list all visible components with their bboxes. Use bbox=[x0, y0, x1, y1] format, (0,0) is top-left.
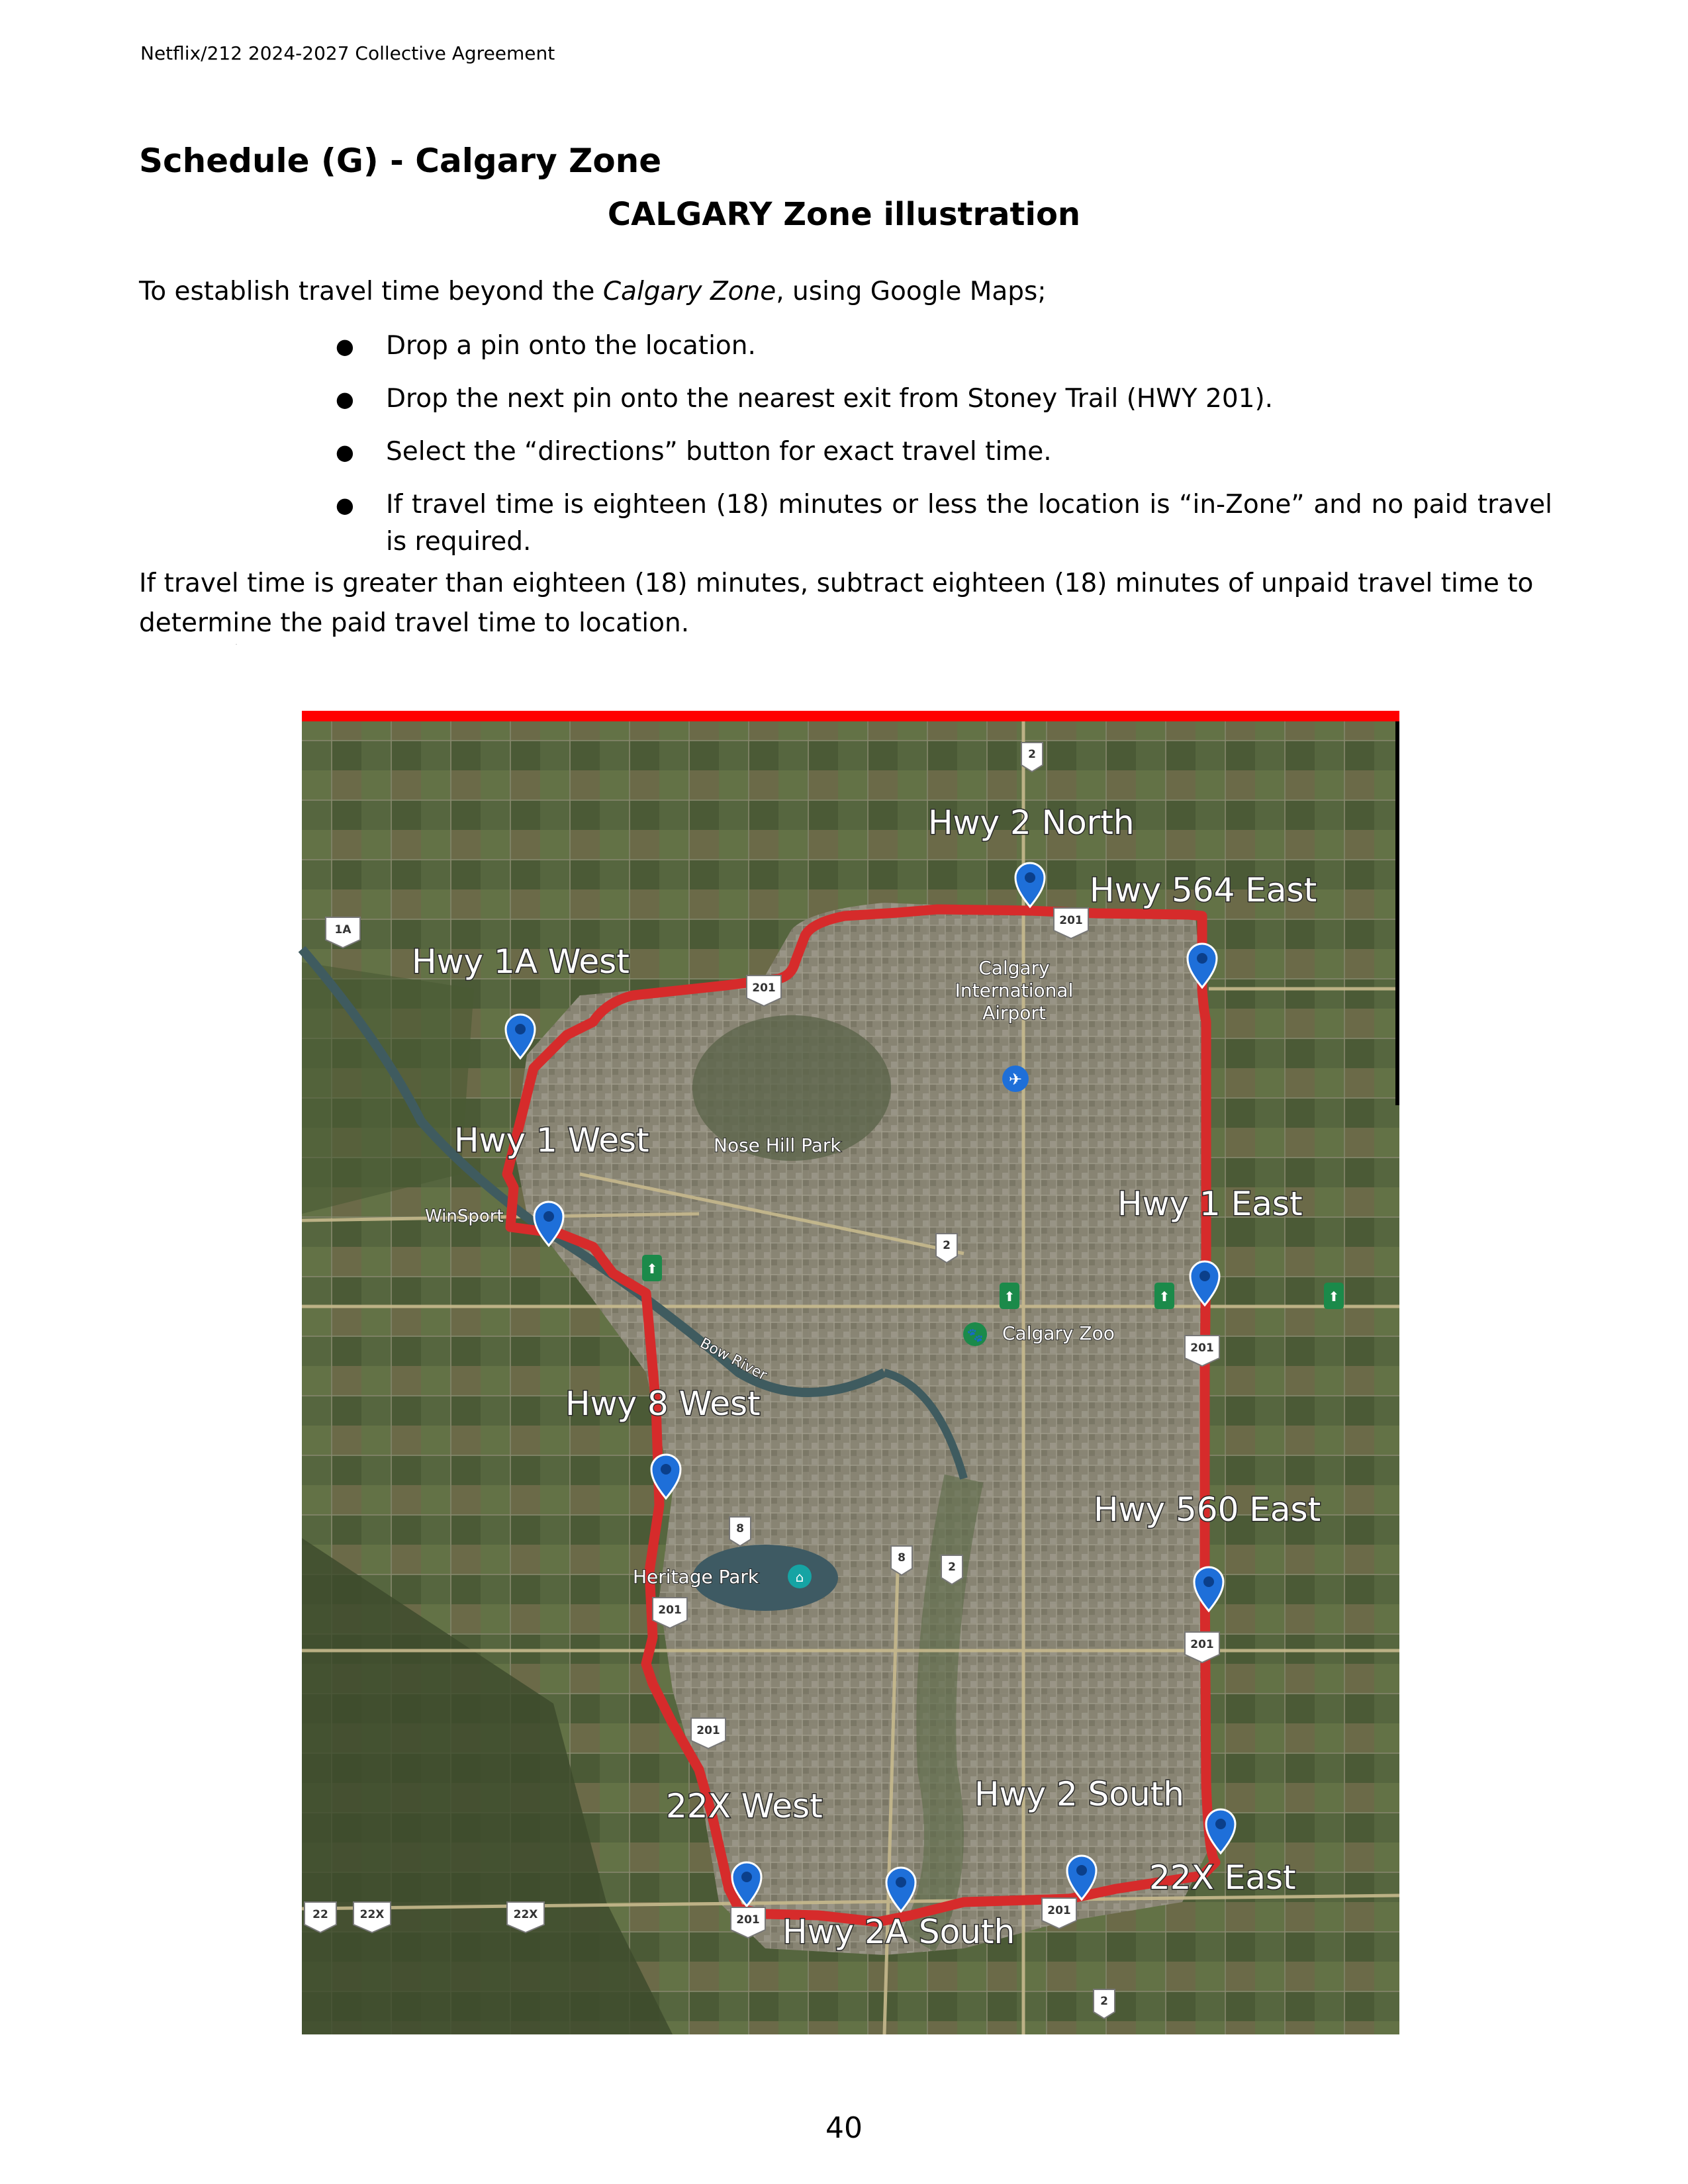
instruction-item bbox=[328, 486, 1552, 561]
instruction-item bbox=[328, 381, 1552, 418]
running-header: Netflix/212 2024-2027 Collective Agreement bbox=[140, 42, 555, 64]
hwy564-east-label: Hwy 564 East bbox=[1090, 871, 1317, 909]
calgary-zone-map bbox=[236, 645, 1399, 2034]
svg-text:⬆: ⬆ bbox=[646, 1261, 658, 1277]
museum-icon bbox=[788, 1565, 812, 1588]
svg-text:201: 201 bbox=[736, 1913, 760, 1927]
airport-label-line3: Airport bbox=[982, 1002, 1046, 1024]
map-edge-line bbox=[1395, 721, 1399, 1105]
instruction-text: Drop a pin onto the location. bbox=[386, 331, 756, 361]
instruction-text: Drop the next pin onto the nearest exit from Stoney Trail (HWY 201). bbox=[386, 384, 1274, 414]
park-icon bbox=[1154, 1283, 1174, 1309]
hwy560-east-label: Hwy 560 East bbox=[1094, 1490, 1321, 1529]
illustration-title: CALGARY Zone illustration bbox=[607, 196, 1081, 233]
map-graphic bbox=[236, 645, 1399, 2034]
svg-text:2: 2 bbox=[1028, 748, 1036, 761]
svg-text:22: 22 bbox=[312, 1908, 328, 1921]
park-icon bbox=[642, 1255, 662, 1281]
winsport-label: WinSport bbox=[425, 1206, 504, 1226]
hwy1-east-label: Hwy 1 East bbox=[1117, 1185, 1303, 1223]
hwy2a-south-label: Hwy 2A South bbox=[782, 1913, 1015, 1951]
instruction-item bbox=[328, 433, 1552, 471]
svg-text:201: 201 bbox=[1190, 1638, 1214, 1651]
calgary-zoo-label: Calgary Zoo bbox=[1002, 1322, 1115, 1344]
bullet-icon: ● bbox=[336, 334, 354, 359]
svg-text:1A: 1A bbox=[334, 923, 352, 936]
map-top-rule bbox=[302, 711, 1399, 721]
svg-text:22X: 22X bbox=[359, 1908, 385, 1921]
svg-text:201: 201 bbox=[1047, 1904, 1071, 1917]
bullet-icon: ● bbox=[336, 439, 354, 465]
hwy1-west-label: Hwy 1 West bbox=[454, 1121, 649, 1160]
svg-text:🐾: 🐾 bbox=[966, 1327, 984, 1343]
svg-text:2: 2 bbox=[948, 1561, 956, 1574]
svg-text:201: 201 bbox=[696, 1724, 720, 1737]
bow-river-label: Bow River bbox=[697, 1335, 770, 1385]
highway-2-shield-icon bbox=[936, 1234, 957, 1263]
svg-text:2: 2 bbox=[1100, 1995, 1108, 2008]
svg-text:⬆: ⬆ bbox=[1328, 1289, 1340, 1304]
svg-text:201: 201 bbox=[658, 1604, 682, 1617]
svg-text:201: 201 bbox=[1059, 914, 1083, 927]
svg-text:201: 201 bbox=[1190, 1342, 1214, 1355]
airport-icon bbox=[1002, 1066, 1029, 1092]
svg-text:201: 201 bbox=[752, 981, 776, 995]
svg-text:22X: 22X bbox=[513, 1908, 538, 1921]
park-icon bbox=[1324, 1283, 1344, 1309]
page-number: 40 bbox=[825, 2111, 863, 2145]
highway-8-shield-icon bbox=[729, 1517, 751, 1546]
zoo-icon bbox=[963, 1322, 987, 1346]
hwy1a-west-label: Hwy 1A West bbox=[412, 942, 630, 981]
bullet-icon: ● bbox=[336, 387, 354, 412]
closing-paragraph: If travel time is greater than eighteen (18) minutes, subtract eighteen (18) minutes of unpaid travel time to determine the paid travel time to location. bbox=[139, 569, 1534, 638]
svg-text:⬆: ⬆ bbox=[1004, 1289, 1015, 1304]
highway-2-shield-icon bbox=[1094, 1989, 1115, 2019]
22x-west-label: 22X West bbox=[666, 1787, 823, 1825]
bullet-icon: ● bbox=[336, 492, 354, 518]
svg-text:8: 8 bbox=[736, 1522, 744, 1535]
section-title: Schedule (G) - Calgary Zone bbox=[139, 142, 662, 180]
hwy2-north-label: Hwy 2 North bbox=[928, 803, 1135, 842]
svg-text:⌂: ⌂ bbox=[795, 1569, 804, 1585]
intro-prefix: To establish travel time beyond the bbox=[139, 277, 603, 306]
svg-text:8: 8 bbox=[898, 1551, 906, 1565]
highway-8-shield-icon bbox=[891, 1546, 912, 1575]
svg-text:⬆: ⬆ bbox=[1158, 1289, 1170, 1304]
hwy2-south-label: Hwy 2 South bbox=[974, 1775, 1184, 1813]
airport-label-line1: Calgary bbox=[978, 957, 1050, 979]
hwy8-west-label: Hwy 8 West bbox=[565, 1385, 761, 1423]
highway-2-shield-icon bbox=[1021, 743, 1043, 772]
22x-east-label: 22X East bbox=[1149, 1858, 1296, 1897]
heritage-park-label: Heritage Park bbox=[633, 1566, 759, 1588]
nose-hill-park-label: Nose Hill Park bbox=[714, 1134, 841, 1156]
highway-2-shield-icon bbox=[941, 1555, 962, 1584]
park-icon bbox=[1000, 1283, 1019, 1309]
svg-text:2: 2 bbox=[943, 1239, 951, 1252]
intro-suffix: , using Google Maps; bbox=[776, 277, 1047, 306]
svg-text:✈: ✈ bbox=[1008, 1070, 1023, 1089]
instruction-list bbox=[328, 328, 1552, 561]
intro-emphasis: Calgary Zone bbox=[602, 277, 776, 306]
intro-paragraph bbox=[139, 277, 1046, 306]
instruction-text: Select the “directions” button for exact travel time. bbox=[386, 437, 1052, 467]
instruction-text: If travel time is eighteen (18) minutes or less the location is “in-Zone” and no paid travel is required. bbox=[386, 490, 1552, 557]
airport-label-line2: International bbox=[955, 979, 1074, 1001]
instruction-item bbox=[328, 328, 1552, 365]
